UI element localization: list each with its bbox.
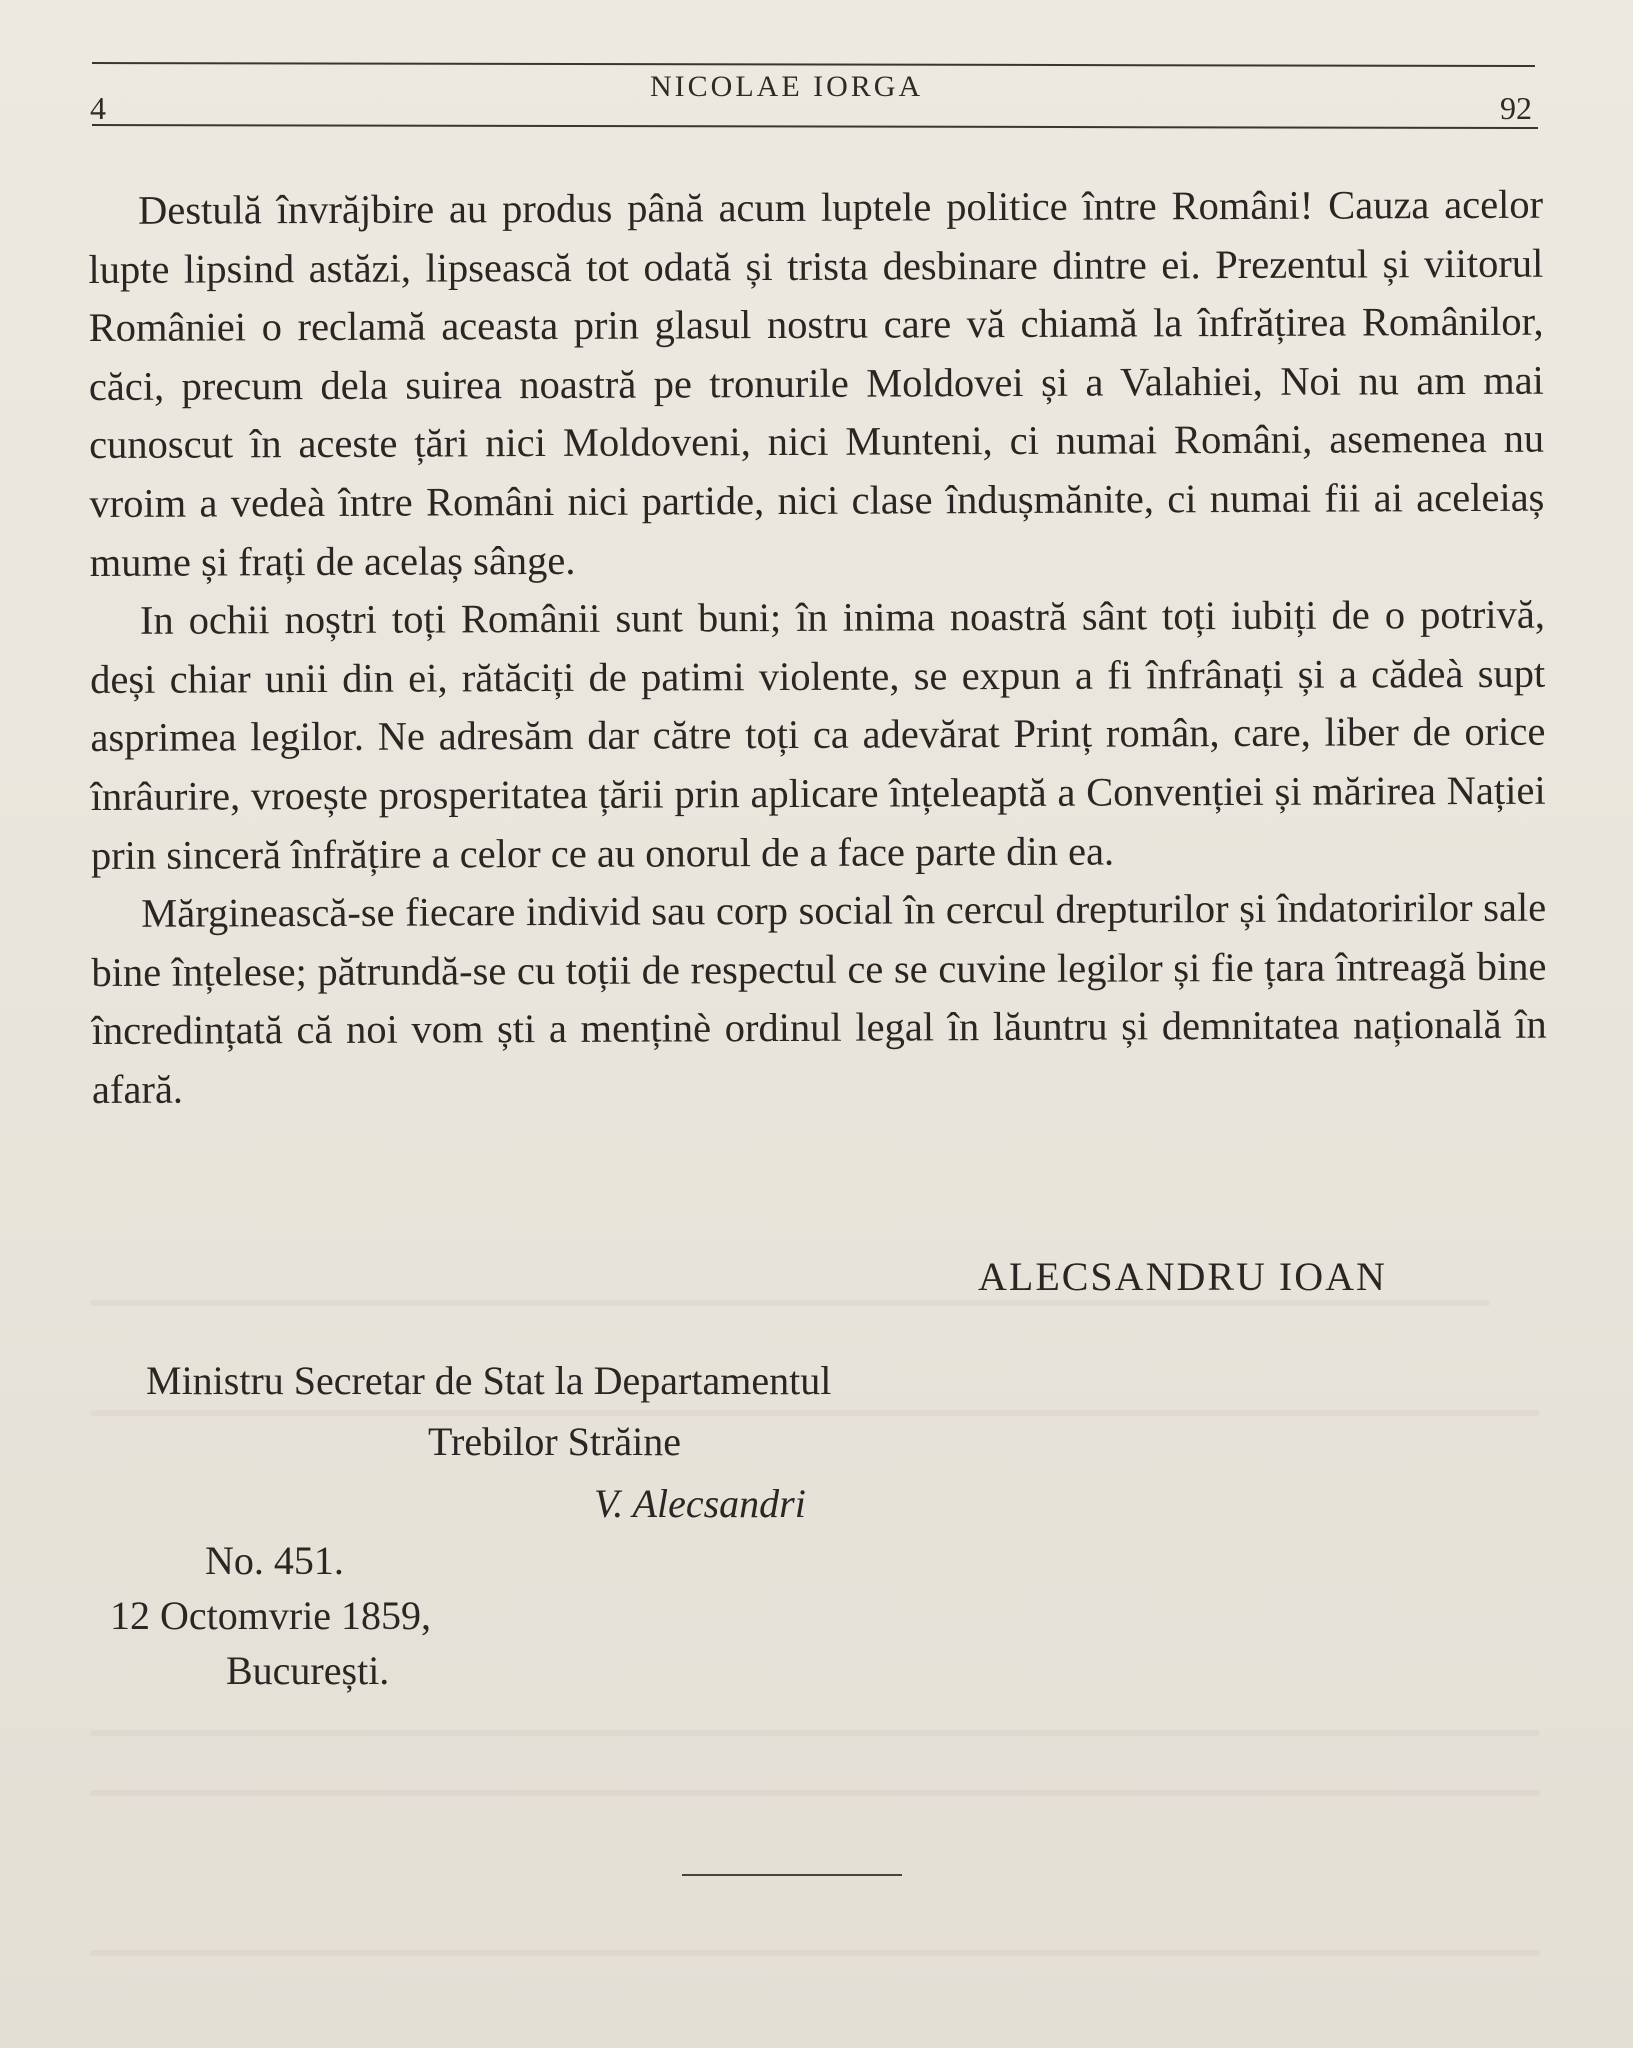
paragraph: In ochii noștri toți Românii sunt buni; în inima noastră sânt toți iubiți de o potrivă, deși chiar unii din ei, rătăciți de patimi violente, se expun a fi înfrânați și a cădeà supt asprimea legilor. Ne adresăm dar către toți ca adevărat Prinț român, care, liber de orice înrâurire, vroește prosperitatea țării prin aplicare înțeleaptă a Convenției și mărirea Nației prin sinceră înfrățire a celor ce au onorul de a face parte din ea.	[90, 591, 1546, 878]
bleed-through-line	[90, 1950, 1540, 1956]
paragraph: Destulă învrăjbire au produs până acum luptele politice între Români! Cauza acelor lupte lipsind astăzi, lipsească tot odată și trista desbinare dintre ei. Prezentul și viitorul României o reclamă aceasta prin glasul nostru care vă chiamă la înfrățirea Românilor, căci, precum dela suirea noastră pe tronurile Moldovei și a Valahiei, Noi nu am mai cunoscut în aceste țări nici Moldoveni, nici Munteni, ci numai Români, asemenea nu vroim a vedeà între Români nici partide, nici clase îndușmănite, ci numai fii ai aceleiaș mume și frați de acelaș sânge.	[88, 181, 1545, 585]
running-title: NICOLAE IORGA	[650, 70, 924, 103]
countersign-title-line1: Ministru Secretar de Stat la Departamentul	[146, 1358, 832, 1403]
page-number-left: 4	[90, 90, 106, 126]
document-place: București.	[226, 1648, 390, 1693]
body-text	[88, 176, 1547, 1120]
end-rule	[682, 1874, 902, 1876]
header-rule-bottom	[92, 124, 1538, 129]
bleed-through-line	[90, 1300, 1490, 1306]
bleed-through-line	[90, 1730, 1540, 1736]
countersign-title-line2: Trebilor Străine	[428, 1419, 681, 1464]
bleed-through-line	[90, 1790, 1540, 1796]
page-number-right: 92	[1500, 90, 1532, 126]
bleed-through-line	[90, 1410, 1540, 1416]
header-rule-top	[92, 62, 1535, 67]
document-date: 12 Octomvrie 1859,	[110, 1593, 432, 1638]
document-number: No. 451.	[205, 1538, 344, 1583]
countersign-name: V. Alecsandri	[594, 1481, 806, 1526]
paragraph: Mărginească-se fiecare individ sau corp social în cercul drepturilor și îndatoririlor sale bine înțelese; pătrundă-se cu toții de respectul ce se cuvine legilor și fie țara întreagă bine încredințată că noi vom ști a menținè ordinul legal în lăuntru și demnitatea națională în afară.	[91, 884, 1547, 1112]
signature: ALECSANDRU IOAN	[978, 1254, 1387, 1299]
